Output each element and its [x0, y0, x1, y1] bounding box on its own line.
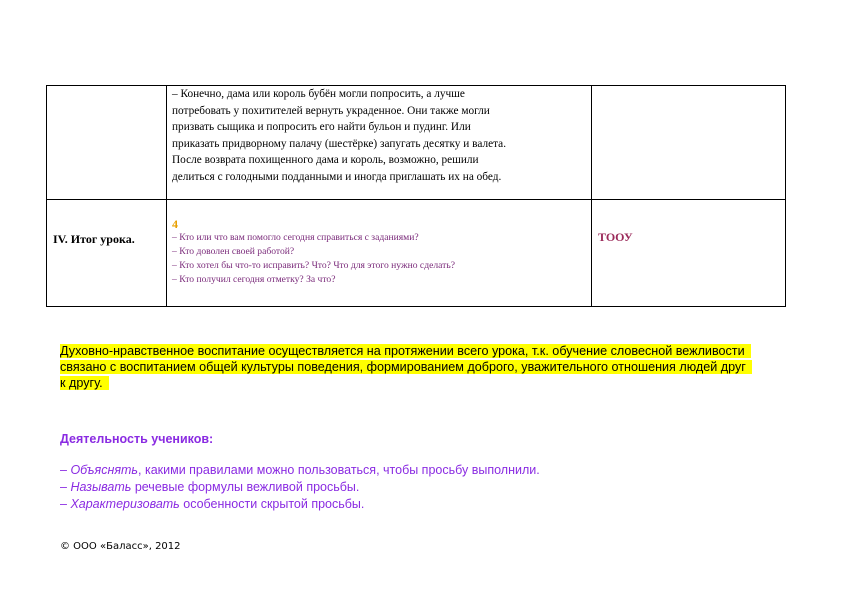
- question-item: – Кто доволен своей работой?: [172, 246, 295, 257]
- list-item: [60, 479, 540, 496]
- table-cell-questions: [167, 200, 592, 307]
- table-cell-text: [167, 86, 592, 200]
- table-cell-tool: [592, 200, 786, 307]
- item-verb: Объяснять: [70, 463, 139, 477]
- text-line: приказать придворному палачу (шестёрке) запугать десятку и валета.: [172, 137, 507, 150]
- table-cell-empty: [592, 86, 786, 200]
- table-cell-empty: [47, 86, 167, 200]
- text-line: потребовать у похитителей вернуть украденное. Они также могли: [172, 104, 490, 117]
- item-rest: речевые формулы вежливой просьбы.: [131, 480, 360, 494]
- text-line: призвать сыщика и попросить его найти бульон и пудинг. Или: [172, 121, 471, 133]
- step-number: 4: [172, 217, 178, 231]
- table-row: [47, 200, 786, 307]
- list-item: [60, 496, 540, 513]
- item-prefix: –: [60, 497, 71, 511]
- question-item: – Кто получил сегодня отметку? За что?: [172, 274, 336, 285]
- question-item: – Кто или что вам помогло сегодня справиться с заданиями?: [172, 232, 419, 243]
- highlighted-text: Духовно-нравственное воспитание осуществляется на протяжении всего урока, т.к. обучение словесной вежливости связано с воспитанием общей культуры поведения, формированием доброго, уважительного отношения людей друг к другу.: [60, 344, 752, 390]
- tool-label: ТООУ: [598, 230, 633, 244]
- activities-title: Деятельность учеников:: [60, 432, 214, 446]
- question-item: – Кто хотел бы что-то исправить? Что? Что для этого нужно сделать?: [172, 260, 455, 271]
- table-cell-stage: [47, 200, 167, 307]
- item-verb: Называть: [70, 480, 132, 494]
- copyright-footer: © ООО «Баласс», 2012: [60, 541, 181, 552]
- item-rest: , какими правилами можно пользоваться, чтобы просьбу выполнили.: [138, 463, 540, 477]
- dialogue-text: [167, 86, 591, 185]
- lesson-table: [46, 85, 786, 307]
- highlighted-paragraph: [60, 343, 750, 391]
- list-item: [60, 462, 540, 479]
- text-line: делиться с голодными подданными и иногда приглашать их на обед.: [172, 170, 502, 183]
- item-prefix: –: [60, 463, 71, 477]
- stage-title: IV. Итог урока.: [53, 232, 135, 246]
- text-line: – Конечно, дама или король бубён могли попросить, а лучше: [172, 88, 465, 100]
- item-verb: Характеризовать: [70, 497, 180, 511]
- text-line: После возврата похищенного дама и король, возможно, решили: [172, 154, 479, 166]
- item-rest: особенности скрытой просьбы.: [179, 497, 365, 511]
- table-row: [47, 86, 786, 200]
- item-prefix: –: [60, 480, 71, 494]
- activities-list: [60, 462, 540, 513]
